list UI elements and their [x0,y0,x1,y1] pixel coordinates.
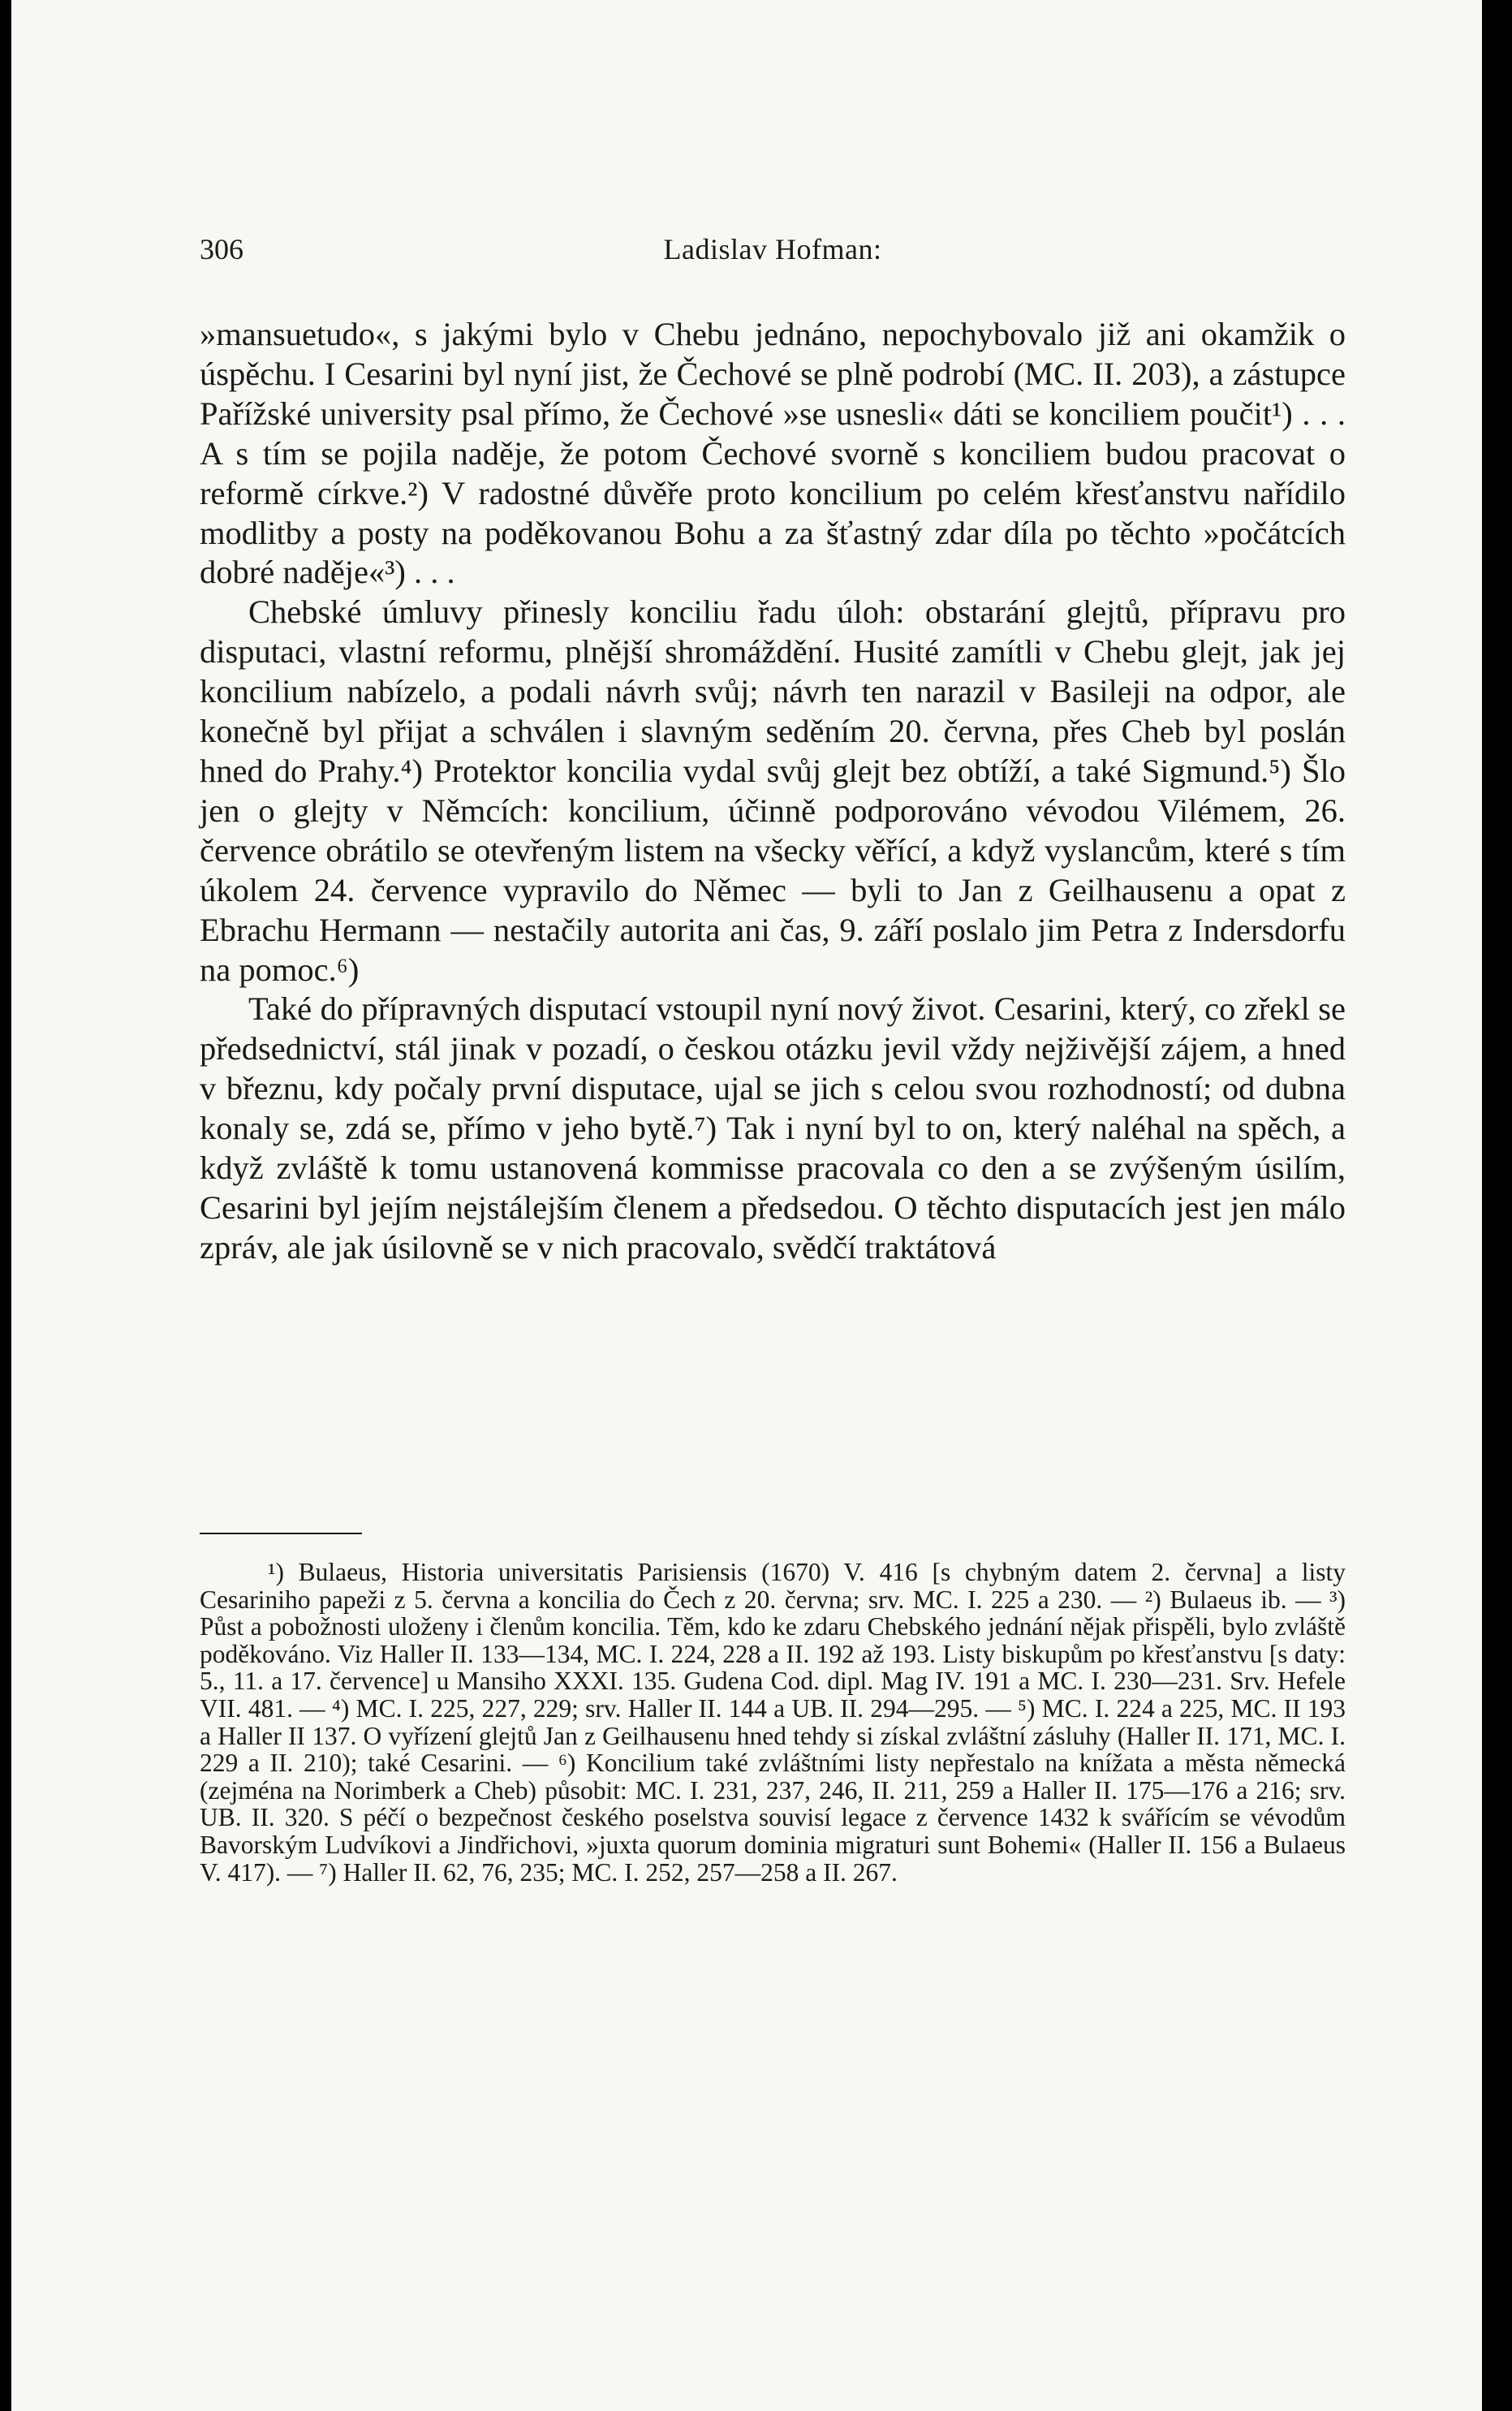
running-head [200,232,1346,278]
paragraph-1: »mansuetudo«, s jakými bylo v Chebu jednáno, nepochybovalo již ani okamžik o úspěchu. I Cesarini byl nyní jist, že Čechové se plně podrobí (MC. II. 203), a zástupce Pařížské university psal přímo, že Čechové »se usnesli« dáti se konciliem poučit¹) . . . A s tím se pojila naděje, že potom Čechové svorně s konciliem budou pracovat o reformě církve.²) V radostné důvěře proto koncilium po celém křesťanstvu nařídilo modlitby a posty na poděkovanou Bohu a za šťastný zdar díla po těchto »počátcích dobré naděje«³) . . . [200,316,1346,591]
running-head-title: Ladislav Hofman: [663,233,882,265]
page-number: 306 [200,233,243,265]
paragraph-3: Také do přípravných disputací vstoupil nyní nový život. Cesarini, který, co zřekl se předsednictví, stál jinak v pozadí, o českou otázku jevil vždy nejživější zájem, a hned v březnu, kdy počaly první disputace, ujal se jich s celou svou rozhodností; od dubna konaly se, zdá se, přímo v jeho bytě.⁷) Tak i nyní byl to on, který naléhal na spěch, a když zvláště k tomu ustanovená kommisse pracovala co den a se zvýšeným úsilím, Cesarini byl jejím nejstálejším členem a předsedou. O těchto disputacích jest jen málo zpráv, ale jak úsilovně se v nich pracovalo, svědčí traktátová [200,990,1346,1266]
book-page [11,0,1482,2411]
main-text [200,315,1346,1268]
scan-border [1482,0,1512,2411]
footnotes [200,1559,1346,1886]
footnote-text: ¹) Bulaeus, Historia universitatis Parisiensis (1670) V. 416 [s chybným datem 2. června] a listy Cesariniho papeži z 5. června a koncilia do Čech z 20. června; srv. MC. I. 225 a 230. — ²) Bulaeus ib. — ³) Půst a pobožnosti uloženy i členům koncilia. Těm, kdo ke zdaru Chebského jednání nějak přispěli, bylo zvláště poděkováno. Viz Haller II. 133—134, MC. I. 224, 228 a II. 192 až 193. Listy biskupům po křesťanstvu [s daty: 5., 11. a 17. července] u Mansiho XXXI. 135. Gudena Cod. dipl. Mag IV. 191 a MC. I. 230—231. Srv. Hefele VII. 481. — ⁴) MC. I. 225, 227, 229; srv. Haller II. 144 a UB. II. 294—295. — ⁵) MC. I. 224 a 225, MC. II 193 a Haller II 137. O vyřízení glejtů Jan z Geilhausenu hned tehdy si získal zvláštní zásluhy (Haller II. 171, MC. I. 229 a II. 210); také Cesarini. — ⁶) Koncilium také zvláštními listy nepřestalo na knížata a města německá (zejména na Norimberk a Cheb) působit: MC. I. 231, 237, 246, II. 211, 259 a Haller II. 175—176 a 216; srv. UB. II. 320. S péčí o bezpečnost českého poselstva souvisí legace z července 1432 k svářícím se vévodům Bavorským Ludvíkovi a Jindřichovi, »juxta quorum dominia migraturi sunt Bohemi« (Haller II. 156 a Bulaeus V. 417). — ⁷) Haller II. 62, 76, 235; MC. I. 252, 257—258 a II. 267. [200,1558,1346,1887]
footnote-divider [200,1533,362,1534]
paragraph-2: Chebské úmluvy přinesly konciliu řadu úloh: obstarání glejtů, přípravu pro disputaci, vlastní reformu, plnější shromáždění. Husité zamítli v Chebu glejt, jak jej koncilium nabízelo, a podali návrh svůj; návrh ten narazil v Basileji na odpor, ale konečně byl přijat a schválen i slavným seděním 20. června, přes Cheb byl poslán hned do Prahy.⁴) Protektor koncilia vydal svůj glejt bez obtíží, a také Sigmund.⁵) Šlo jen o glejty v Němcích: koncilium, účinně podporováno vévodou Vilémem, 26. července obrátilo se otevřeným listem na všecky věřící, a když vyslancům, které s tím úkolem 24. července vypravilo do Němec — byli to Jan z Geilhausenu a opat z Ebrachu Hermann — nestačily autorita ani čas, 9. září poslalo jim Petra z Indersdorfu na pomoc.⁶) [200,593,1346,988]
